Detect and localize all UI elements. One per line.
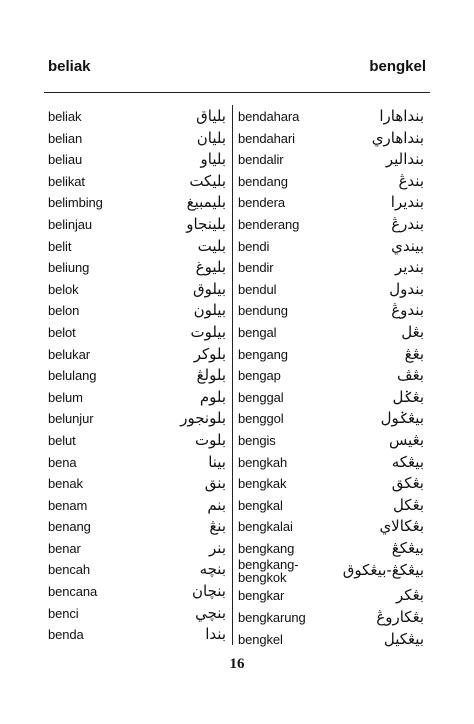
dictionary-entry [48, 538, 226, 560]
entry-rumi-word: bendalir [238, 152, 284, 168]
entry-jawi-word: بڠکر [396, 586, 424, 605]
entry-rumi-word: beliau [48, 152, 83, 168]
entry-jawi-word: بلوت [194, 430, 226, 449]
dictionary-entry [238, 106, 424, 128]
dictionary-entry [48, 365, 226, 387]
dictionary-entry [48, 236, 226, 258]
dictionary-entry [48, 279, 226, 301]
entry-rumi-word: belinjau [48, 216, 93, 232]
entry-jawi-word: بنر [209, 538, 226, 557]
dictionary-entry [48, 430, 226, 452]
dictionary-entry [238, 344, 424, 366]
dictionary-entry [238, 430, 424, 452]
entry-jawi-word: بيڠکڠ-بيڠکوق [342, 561, 424, 580]
entry-rumi-word: benda [48, 627, 84, 643]
entry-jawi-word: بنم [207, 495, 226, 514]
dictionary-entry [48, 344, 226, 366]
entry-jawi-word: بندرڠ [391, 214, 424, 233]
entry-jawi-word: بلوکر [193, 344, 226, 363]
dictionary-entry [48, 257, 226, 279]
dictionary-entry [48, 106, 226, 128]
entry-rumi-word: bendahari [238, 130, 295, 146]
dictionary-entry [238, 538, 424, 560]
last-guide-word: bengkel [369, 58, 426, 75]
entry-rumi-word: bengkang [238, 540, 295, 556]
dictionary-entry [48, 559, 226, 581]
entry-jawi-word: بندوڠ [391, 301, 424, 320]
entry-rumi-word: benar [48, 540, 81, 556]
entry-jawi-word: بلياو [200, 150, 226, 169]
entry-rumi-word: bengkang- bengkok [238, 557, 299, 586]
dictionary-entry [238, 236, 424, 258]
entry-rumi-word: belukar [48, 346, 90, 362]
dictionary-entry [238, 629, 424, 651]
entry-rumi-word: bengkak [238, 476, 287, 492]
dictionary-entry [238, 214, 424, 236]
dictionary-entry [238, 149, 424, 171]
column-divider [232, 105, 233, 645]
entry-rumi-word: bengkar [238, 588, 285, 604]
dictionary-entry [238, 192, 424, 214]
entry-rumi-word: bendung [238, 303, 288, 319]
entry-jawi-word: بڠکق [391, 474, 424, 493]
entry-jawi-word: بلياق [196, 107, 226, 125]
dictionary-entry [48, 128, 226, 150]
dictionary-entry [238, 322, 424, 344]
entry-rumi-word: benci [48, 605, 79, 621]
running-header [48, 58, 426, 82]
dictionary-entry [48, 192, 226, 214]
entry-rumi-word: bengal [238, 324, 277, 340]
entry-jawi-word: بنديرا [390, 193, 424, 212]
entry-rumi-word: bengkarung [238, 610, 306, 626]
dictionary-entry [238, 365, 424, 387]
entry-jawi-word: بيڠکڠ [391, 538, 424, 557]
dictionary-entry [48, 149, 226, 171]
entry-jawi-word: بيڠݢول [380, 409, 424, 428]
entry-jawi-word: بلولڠ [196, 366, 226, 385]
dictionary-entry [238, 607, 424, 629]
entry-jawi-word: بنچي [195, 603, 226, 622]
entry-jawi-word: بلونجور [180, 409, 226, 428]
header-rule [44, 92, 430, 93]
entry-jawi-word: بيلوت [190, 322, 226, 341]
entry-rumi-word: bengkalai [238, 519, 293, 535]
dictionary-entry [48, 171, 226, 193]
entry-jawi-word: بندالير [385, 150, 424, 169]
entry-rumi-word: belunjur [48, 411, 94, 427]
entry-jawi-word: بنق [204, 474, 226, 493]
entry-jawi-word: بڠکل [392, 495, 424, 514]
dictionary-entry [238, 257, 424, 279]
entry-rumi-word: bendang [238, 173, 288, 189]
dictionary-entry [238, 279, 424, 301]
dictionary-entry [48, 408, 226, 430]
entry-rumi-word: belit [48, 238, 72, 254]
entry-jawi-word: بڠيس [388, 430, 424, 449]
entry-jawi-word: بڠکالاي [379, 517, 424, 536]
dictionary-entry [238, 300, 424, 322]
entry-jawi-word: بنداهارا [379, 107, 424, 125]
entry-jawi-word: بيندي [391, 236, 424, 255]
first-guide-word: beliak [48, 58, 91, 75]
entry-jawi-word: بيلون [193, 301, 226, 320]
entry-rumi-word: benggol [238, 411, 284, 427]
entry-jawi-word: بڠݢل [392, 387, 424, 406]
entry-jawi-word: بنچه [199, 560, 226, 579]
entry-rumi-word: bendi [238, 238, 270, 254]
dictionary-entry [238, 171, 424, 193]
entry-rumi-word: benak [48, 476, 83, 492]
entry-jawi-word: بندير [394, 258, 424, 277]
entry-rumi-word: bengap [238, 368, 281, 384]
left-column [48, 106, 226, 646]
dictionary-entry [238, 387, 424, 409]
entry-jawi-word: بڠل [401, 322, 424, 341]
dictionary-entry [48, 581, 226, 603]
dictionary-entry [48, 473, 226, 495]
dictionary-entry [48, 387, 226, 409]
dictionary-entry [48, 300, 226, 322]
entry-jawi-word: بيلوق [192, 279, 226, 298]
dictionary-entry [48, 603, 226, 625]
dictionary-entry [238, 495, 424, 517]
entry-jawi-word: بليت [197, 236, 226, 255]
entry-jawi-word: بندڠ [398, 171, 424, 190]
entry-rumi-word: bencah [48, 562, 91, 578]
entry-rumi-word: beliak [48, 109, 82, 124]
page-number: 16 [229, 656, 245, 672]
dictionary-entry [48, 495, 226, 517]
entry-rumi-word: belian [48, 130, 83, 146]
dictionary-entry [48, 452, 226, 474]
entry-jawi-word: بنڠ [209, 517, 226, 536]
entry-jawi-word: بندا [205, 625, 226, 644]
dictionary-entry [238, 585, 424, 607]
entry-jawi-word: بيڠکيل [383, 629, 424, 648]
entry-jawi-word: بنچان [192, 582, 226, 601]
entry-jawi-word: بليان [196, 128, 226, 147]
dictionary-entry [48, 322, 226, 344]
entry-rumi-word: bengkal [238, 497, 283, 513]
dictionary-entry [238, 408, 424, 430]
dictionary-entry [238, 516, 424, 538]
entry-rumi-word: belikat [48, 173, 85, 189]
entry-rumi-word: belon [48, 303, 80, 319]
entry-rumi-word: belot [48, 324, 76, 340]
entry-jawi-word: بڠڤ [397, 366, 424, 385]
dictionary-entry [48, 516, 226, 538]
entry-rumi-word: bengkel [238, 631, 283, 647]
entry-rumi-word: belok [48, 281, 79, 297]
entry-jawi-word: بڠکاروڠ [376, 608, 424, 627]
entry-rumi-word: benam [48, 497, 88, 513]
entry-rumi-word: benang [48, 519, 91, 535]
entry-jawi-word: بنداهاري [371, 128, 424, 147]
entry-jawi-word: بندول [389, 279, 424, 298]
entry-rumi-word: bendul [238, 281, 277, 297]
entry-rumi-word: bengkah [238, 454, 288, 470]
entry-rumi-word: bendera [238, 195, 286, 211]
entry-rumi-word: belimbing [48, 195, 103, 211]
entry-rumi-word: bengis [238, 432, 276, 448]
dictionary-entry [238, 473, 424, 495]
entry-jawi-word: بڠڠ [404, 344, 424, 363]
entry-jawi-word: بليمبيغ [186, 193, 226, 212]
entry-rumi-word: benderang [238, 216, 300, 232]
entry-jawi-word: بليوغ [195, 258, 226, 277]
entry-rumi-word: belum [48, 389, 83, 405]
entry-rumi-word: bengang [238, 346, 288, 362]
dictionary-entry [238, 452, 424, 474]
entry-rumi-word: bencana [48, 584, 98, 600]
dictionary-entry [238, 128, 424, 150]
entry-jawi-word: بيڠکه [391, 452, 424, 471]
dictionary-entry [48, 214, 226, 236]
entry-rumi-word: beliung [48, 260, 90, 276]
entry-jawi-word: بينا [208, 452, 226, 471]
entry-rumi-word: bendir [238, 260, 274, 276]
dictionary-entry [48, 624, 226, 646]
entry-jawi-word: بلوم [199, 387, 226, 406]
entry-rumi-word: belulang [48, 368, 97, 384]
entry-jawi-word: بلينجاو [186, 214, 226, 233]
entry-jawi-word: بليکت [189, 171, 226, 190]
entry-rumi-word: bendahara [238, 109, 300, 124]
entry-rumi-word: bena [48, 454, 77, 470]
entry-rumi-word: belut [48, 432, 76, 448]
entry-rumi-word: benggal [238, 389, 284, 405]
right-column [238, 106, 424, 650]
dictionary-entry [238, 559, 424, 585]
